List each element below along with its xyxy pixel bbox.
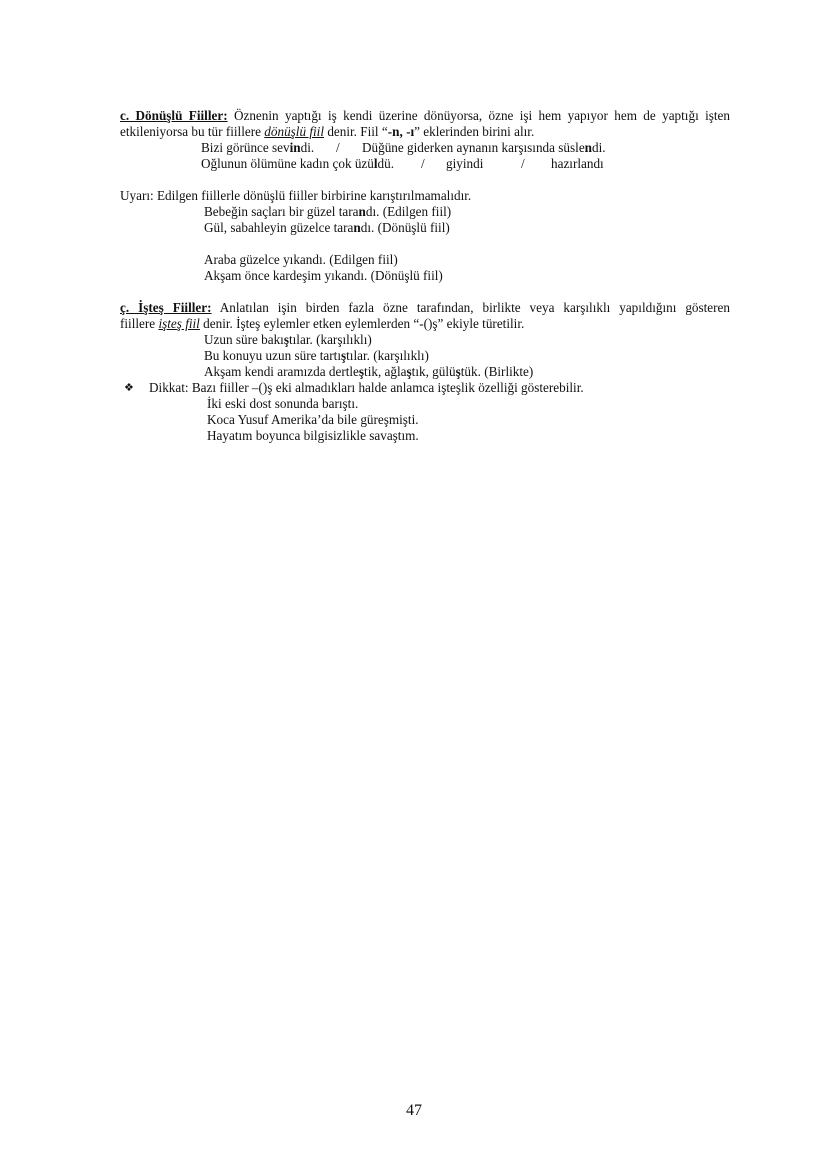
section-reflexive-intro-line1: c. Dönüşlü Fiiller: Öznenin yaptığı iş kendi üzerine dönüyorsa, özne işi hem yapıyor hem de yaptığı işten — [120, 108, 730, 123]
example-line: Oğlunun ölümüne kadın çok üzüldü. — [201, 156, 395, 171]
section-reciprocal-intro-line1: ç. İşteş Fiiller: Anlatılan işin birden fazla özne tarafından, birlikte veya karşılıklı yapıldığını gösteren — [120, 300, 731, 315]
example-line: Düğüne giderken aynanın karşısında süslendi. — [362, 140, 606, 155]
example-line: Bu konuyu uzun süre tartıştılar. (karşılıklı) — [204, 348, 429, 363]
example-line: Akşam kendi aramızda dertleştik, ağlaştık, gülüştük. (Birlikte) — [204, 364, 534, 379]
example-line: Koca Yusuf Amerika’da bile güreşmişti. — [207, 412, 419, 427]
example-line: Bebeğin saçları bir güzel tarandı. (Edilgen fiil) — [204, 204, 452, 219]
term-reciprocal-verb: işteş fiil — [158, 316, 200, 331]
example-line: Bizi görünce sevindi. — [201, 140, 315, 155]
suffix-n: -n, -ı — [387, 124, 415, 139]
page-number: 47 — [406, 1102, 422, 1119]
section-reflexive-intro-line2: etkileniyorsa bu tür fiillere dönüşlü fiil denir. Fiil “-n, -ı” eklerinden birini alır. — [120, 124, 535, 139]
example-line: Akşam önce kardeşim yıkandı. (Dönüşlü fiil) — [204, 268, 443, 283]
section-reflexive-heading: c. Dönüşlü Fiiller: — [120, 108, 228, 123]
example-line: Hayatım boyunca bilgisizlikle savaştım. — [207, 428, 419, 443]
separator-slash: / — [336, 140, 340, 155]
example-line: Araba güzelce yıkandı. (Edilgen fiil) — [204, 252, 398, 267]
separator-slash: / — [521, 156, 525, 171]
warning-text: Uyarı: Edilgen fiillerle dönüşlü fiiller birbirine karıştırılmamalıdır. — [120, 188, 472, 203]
section-reciprocal-heading: ç. İşteş Fiiller: — [120, 300, 212, 315]
example-line: Gül, sabahleyin güzelce tarandı. (Dönüşlü fiil) — [204, 220, 450, 235]
diamond-bullet-icon: ❖ — [124, 381, 134, 394]
section-reciprocal-intro-line2: fiillere işteş fiil denir. İşteş eylemler etken eylemlerden “-()ş” ekiyle türetilir. — [120, 316, 525, 331]
example-word: giyindi — [446, 156, 484, 171]
example-line: Uzun süre bakıştılar. (karşılıklı) — [204, 332, 372, 347]
example-line: İki eski dost sonunda barıştı. — [207, 396, 359, 411]
note-text: Dikkat: Bazı fiiller –()ş eki almadıkları halde anlamca işteşlik özelliği gösterebilir. — [149, 380, 584, 395]
separator-slash: / — [421, 156, 425, 171]
term-reflexive-verb: dönüşlü fiil — [264, 124, 325, 139]
example-word: hazırlandı — [551, 156, 604, 171]
